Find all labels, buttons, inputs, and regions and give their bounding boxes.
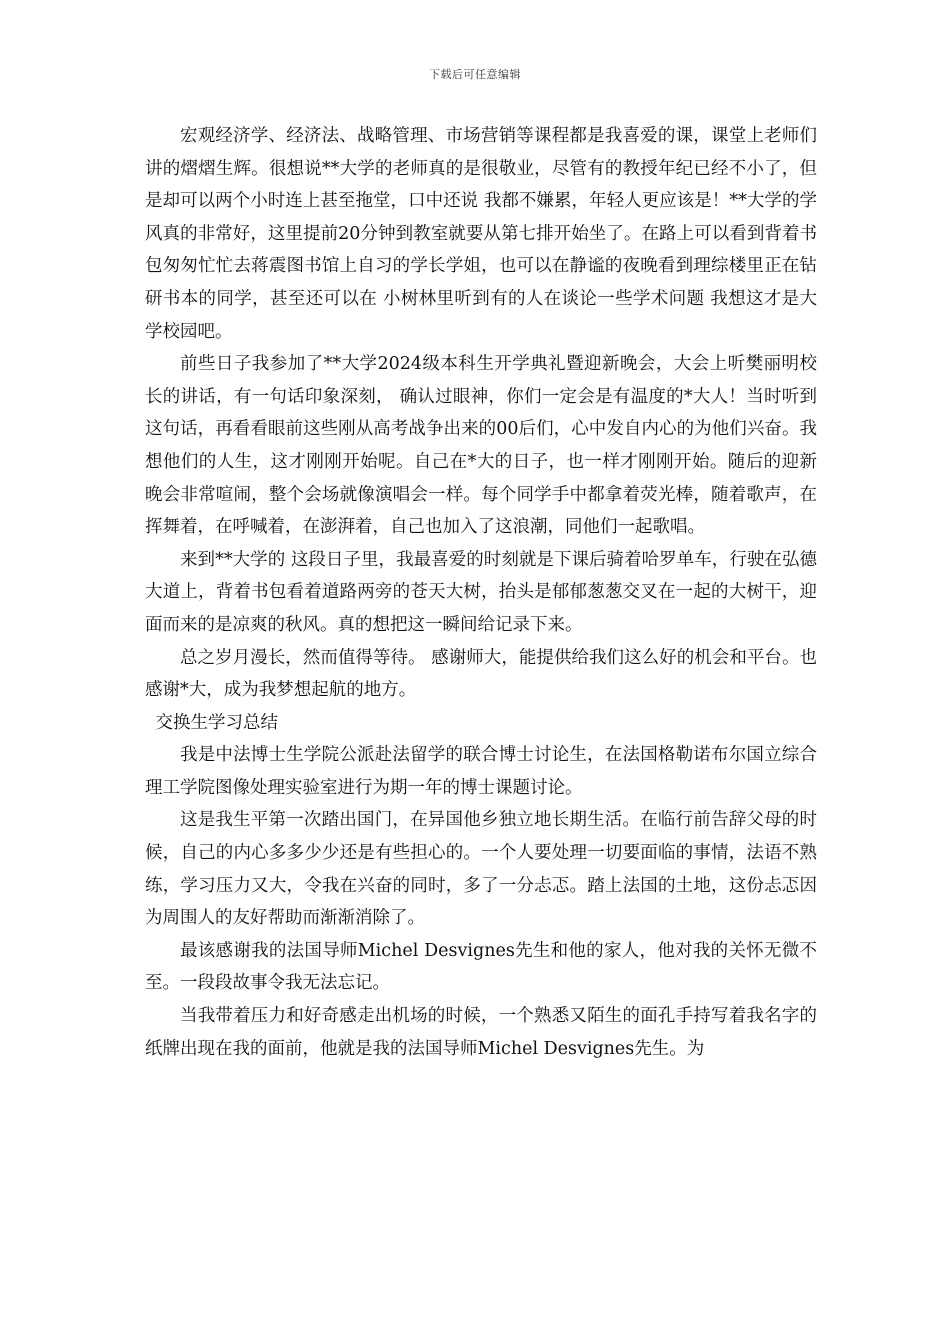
document-body [145, 120, 817, 1065]
paragraph-conclusion: 总之岁月漫长，然而值得等待。 感谢师大，能提供给我们这么好的机会和平台。也感谢*大，成为我梦想起航的地方。 [145, 647, 817, 701]
paragraph-courses: 宏观经济学、经济法、战略管理、市场营销等课程都是我喜爱的课，课堂上老师们讲的熠熠生辉。很想说**大学的老师真的是很敬业，尽管有的教授年纪已经不小了，但是却可以两个小时连上甚至拖堂，口中还说 我都不嫌累，年轻人更应该是！**大学的学风真的非常好，这里提前20分钟到教室就要从第七排开始坐了。在路上可以看到背着书包匆匆忙忙去蒋震图书馆上自习的学长学姐，也可以在静谧的夜晚看到理综楼里正在钻研书本的同学，甚至还可以在 小树林里听到有的人在谈论一些学术问题 我想这才是大学校园吧。 [145, 126, 817, 342]
paragraph-opening-ceremony: 前些日子我参加了**大学2024级本科生开学典礼暨迎新晚会，大会上听樊丽明校长的讲话，有一句话印象深刻， 确认过眼神，你们一定会是有温度的*大人！当时听到这句话，再看看眼前这些刚从高考战争出来的00后们，心中发自内心的为他们兴奋。我想他们的人生，这才刚刚开始呢。自己在*大的日子，也一样才刚刚开始。随后的迎新晚会非常喧闹，整个会场就像演唱会一样。每个同学手中都拿着荧光棒，随着歌声，在挥舞着，在呼喊着，在澎湃着，自己也加入了这浪潮，同他们一起歌唱。 [145, 354, 817, 538]
paragraph-advisor-thanks: 最该感谢我的法国导师Michel Desvignes先生和他的家人，他对我的关怀无微不至。一段段故事令我无法忘记。 [145, 940, 817, 994]
paragraph-exchange-intro: 我是中法博士生学院公派赴法留学的联合博士讨论生，在法国格勒诺布尔国立综合理工学院图像处理实验室进行为期一年的博士课题讨论。 [145, 745, 817, 798]
page-header: 下载后可任意编辑 [429, 68, 521, 81]
paragraph-first-abroad: 这是我生平第一次踏出国门，在异国他乡独立地长期生活。在临行前告辞父母的时候，自己的内心多多少少还是有些担心的。一个人要处理一切要面临的事情，法语不熟练，学习压力又大，令我在兴奋的同时，多了一分忐忑。踏上法国的土地，这份忐忑因为周围人的友好帮助而渐渐消除了。 [145, 810, 817, 929]
paragraph-favorite-moment: 来到**大学的 这段日子里，我最喜爱的时刻就是下课后骑着哈罗单车，行驶在弘德大道上，背着书包看着道路两旁的苍天大树，抬头是郁郁葱葱交叉在一起的大树干，迎面而来的是凉爽的秋风。真的想把这一瞬间给记录下来。 [145, 549, 817, 635]
paragraph-airport: 当我带着压力和好奇感走出机场的时候，一个熟悉又陌生的面孔手持写着我名字的纸牌出现在我的面前，他就是我的法国导师Michel Desvignes先生。为 [145, 1006, 817, 1059]
section-heading: 交换生学习总结 [155, 712, 278, 733]
